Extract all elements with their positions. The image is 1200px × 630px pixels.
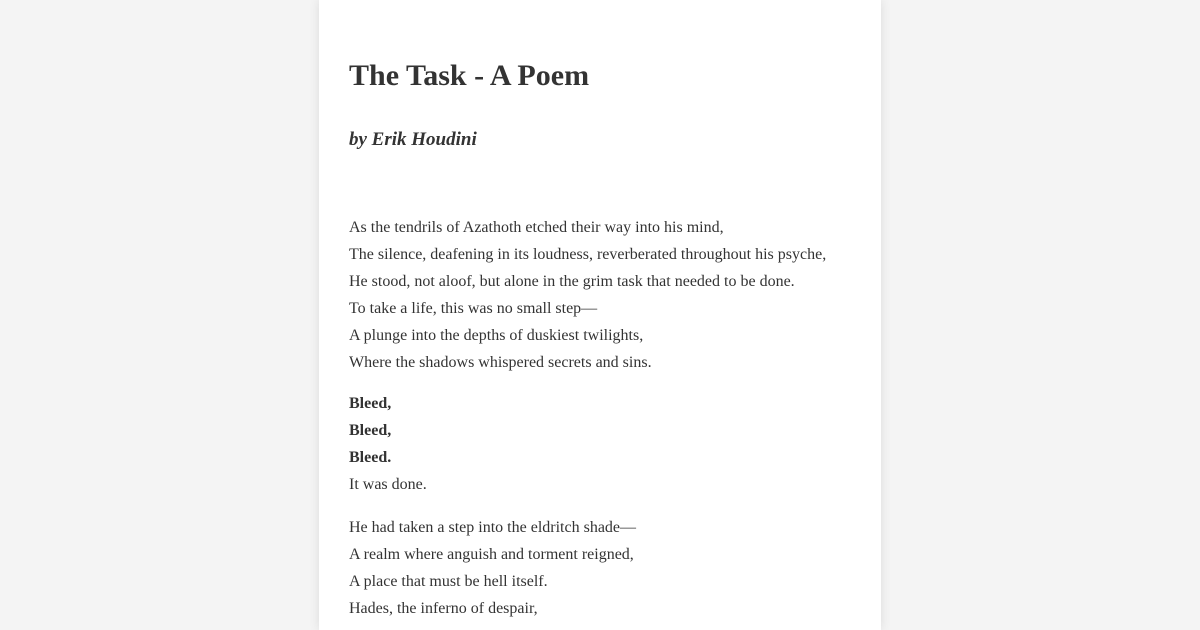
stanza bbox=[349, 514, 636, 622]
poem-line: As the tendrils of Azathoth etched their way into his mind, bbox=[349, 219, 724, 236]
poem-line: A realm where anguish and torment reigned, bbox=[349, 546, 634, 563]
poem-line: A plunge into the depths of duskiest twilights, bbox=[349, 327, 644, 344]
poem-line: Hades, the inferno of despair, bbox=[349, 600, 538, 617]
poem-line: He had taken a step into the eldritch shade— bbox=[349, 519, 637, 536]
page-title: The Task - A Poem bbox=[349, 59, 590, 92]
poem-line-emphasis: Bleed, bbox=[349, 395, 392, 412]
author-byline: by Erik Houdini bbox=[349, 129, 477, 150]
stanza bbox=[349, 214, 826, 376]
poem-line-emphasis: Bleed, bbox=[349, 422, 392, 439]
poem-page bbox=[319, 0, 881, 630]
poem-line: A place that must be hell itself. bbox=[349, 573, 548, 590]
poem-line: He stood, not aloof, but alone in the grim task that needed to be done. bbox=[349, 273, 795, 290]
poem-line: To take a life, this was no small step— bbox=[349, 300, 598, 317]
stanza bbox=[349, 390, 427, 498]
poem-line: The silence, deafening in its loudness, reverberated throughout his psyche, bbox=[349, 246, 827, 263]
poem-line-emphasis: Bleed. bbox=[349, 449, 392, 466]
poem-line: Where the shadows whispered secrets and sins. bbox=[349, 354, 652, 371]
poem-line: It was done. bbox=[349, 476, 427, 493]
